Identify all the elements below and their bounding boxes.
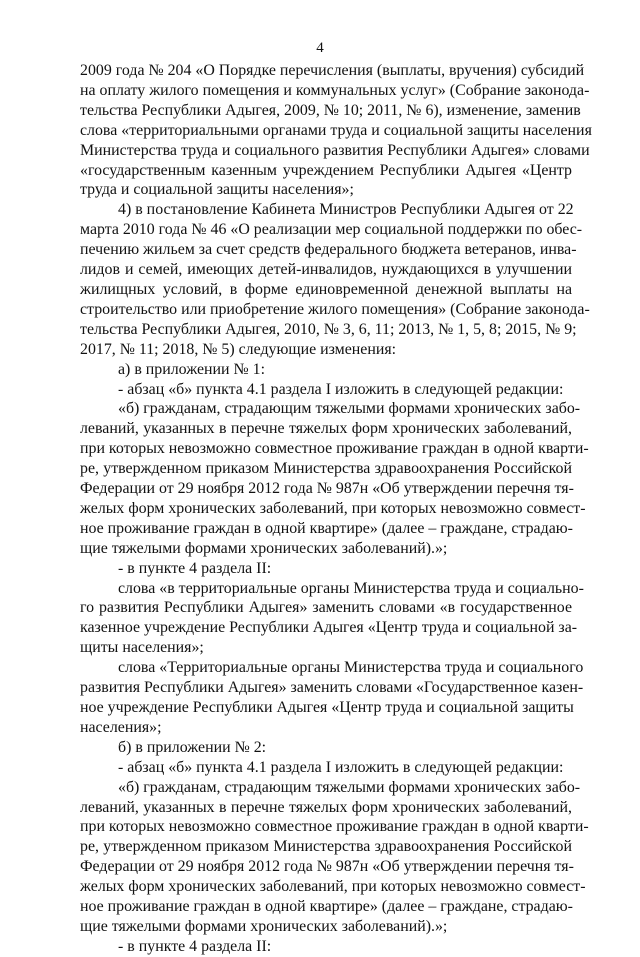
text-line: - в пункте 4 раздела II:	[118, 559, 272, 577]
text-line: леваний, указанных в перечне тяжелых форм хронических заболеваний,	[80, 798, 572, 816]
text-line: слова «Территориальные органы Министерства труда и социального	[118, 659, 584, 677]
text-line: б) в приложении № 2:	[118, 738, 267, 756]
text-line: а) в приложении № 1:	[118, 360, 266, 378]
text-line: Министерства труда и социального развития Республики Адыгея» словами	[80, 141, 590, 159]
text-line: лидов и семей, имеющих детей-инвалидов, нуждающихся в улучшении	[80, 261, 572, 279]
text-line: 2017, № 11; 2018, № 5) следующие изменения:	[80, 340, 397, 358]
text-line: щиты населения»;	[80, 639, 204, 657]
text-line: ре, утвержденном приказом Министерства здравоохранения Российской	[80, 460, 572, 478]
text-line: печению жильем за счет средств федерального бюджета ветеранов, инва-	[80, 241, 577, 259]
text-line: ное учреждение Республики Адыгея «Центр труда и социальной защиты	[80, 699, 574, 716]
text-line: «б) гражданам, страдающим тяжелыми формами хронических забо-	[118, 400, 581, 418]
text-line: ре, утвержденном приказом Министерства здравоохранения Российской	[80, 838, 572, 856]
text-line: марта 2010 года № 46 «О реализации мер социальной поддержки по обес-	[80, 221, 583, 239]
text-line: развития Республики Адыгея» заменить словами «Государственное казен-	[80, 679, 584, 697]
text-line: - абзац «б» пункта 4.1 раздела I изложить в следующей редакции:	[118, 758, 564, 776]
text-line: Федерации от 29 ноября 2012 года № 987н «Об утверждении перечня тя-	[80, 480, 574, 498]
text-line: тельства Республики Адыгея, 2010, № 3, 6, 11; 2013, № 1, 5, 8; 2015, № 9;	[80, 320, 577, 338]
text-line: го развития Республики Адыгея» заменить словами «в государственное	[80, 599, 572, 617]
text-line: желых форм хронических заболеваний, при которых невозможно совмест-	[80, 499, 586, 517]
text-line: желых форм хронических заболеваний, при которых невозможно совмест-	[80, 878, 586, 896]
text-line: ное проживание граждан в одной квартире» (далее – граждане, страдаю-	[80, 519, 573, 537]
page-number: 4	[316, 40, 324, 56]
text-line: при которых невозможно совместное проживание граждан в одной кварти-	[80, 818, 589, 836]
text-line: строительство или приобретение жилого помещения» (Собрание законода-	[80, 300, 590, 318]
text-line: леваний, указанных в перечне тяжелых форм хронических заболеваний,	[80, 420, 572, 438]
text-line: Федерации от 29 ноября 2012 года № 987н «Об утверждении перечня тя-	[80, 858, 574, 876]
text-line: слова «территориальными органами труда и социальной защиты населения	[80, 121, 592, 139]
text-line: казенное учреждение Республики Адыгея «Центр труда и социальной за-	[80, 619, 578, 637]
text-line: жилищных условий, в форме единовременной денежной выплаты на	[80, 280, 572, 298]
text-line: щие тяжелыми формами хронических заболеваний).»;	[80, 539, 448, 557]
text-line: ное проживание граждан в одной квартире» (далее – граждане, страдаю-	[80, 898, 573, 916]
text-line: «б) гражданам, страдающим тяжелыми формами хронических забо-	[118, 778, 581, 796]
text-line: на оплату жилого помещения и коммунальных услуг» (Собрание законода-	[80, 81, 590, 99]
text-line: населения»;	[80, 718, 162, 736]
text-line: - в пункте 4 раздела II:	[118, 937, 272, 955]
text-line: «государственным казенным учреждением Республики Адыгея «Центр	[80, 161, 572, 179]
text-line: при которых невозможно совместное проживание граждан в одной кварти-	[80, 440, 589, 458]
text-line: труда и социальной защиты населения»;	[80, 181, 354, 199]
text-line: слова «в территориальные органы Министерства труда и социально-	[118, 579, 584, 597]
text-line: 2009 года № 204 «О Порядке перечисления (выплаты, вручения) субсидий	[80, 62, 585, 79]
text-line: 4) в постановление Кабинета Министров Республики Адыгея от 22	[118, 201, 574, 219]
text-line: щие тяжелыми формами хронических заболеваний).»;	[80, 917, 448, 935]
document-body	[80, 61, 592, 957]
text-line: тельства Республики Адыгея, 2009, № 10; 2011, № 6), изменение, заменив	[80, 101, 581, 119]
text-line: - абзац «б» пункта 4.1 раздела I изложить в следующей редакции:	[118, 380, 564, 398]
